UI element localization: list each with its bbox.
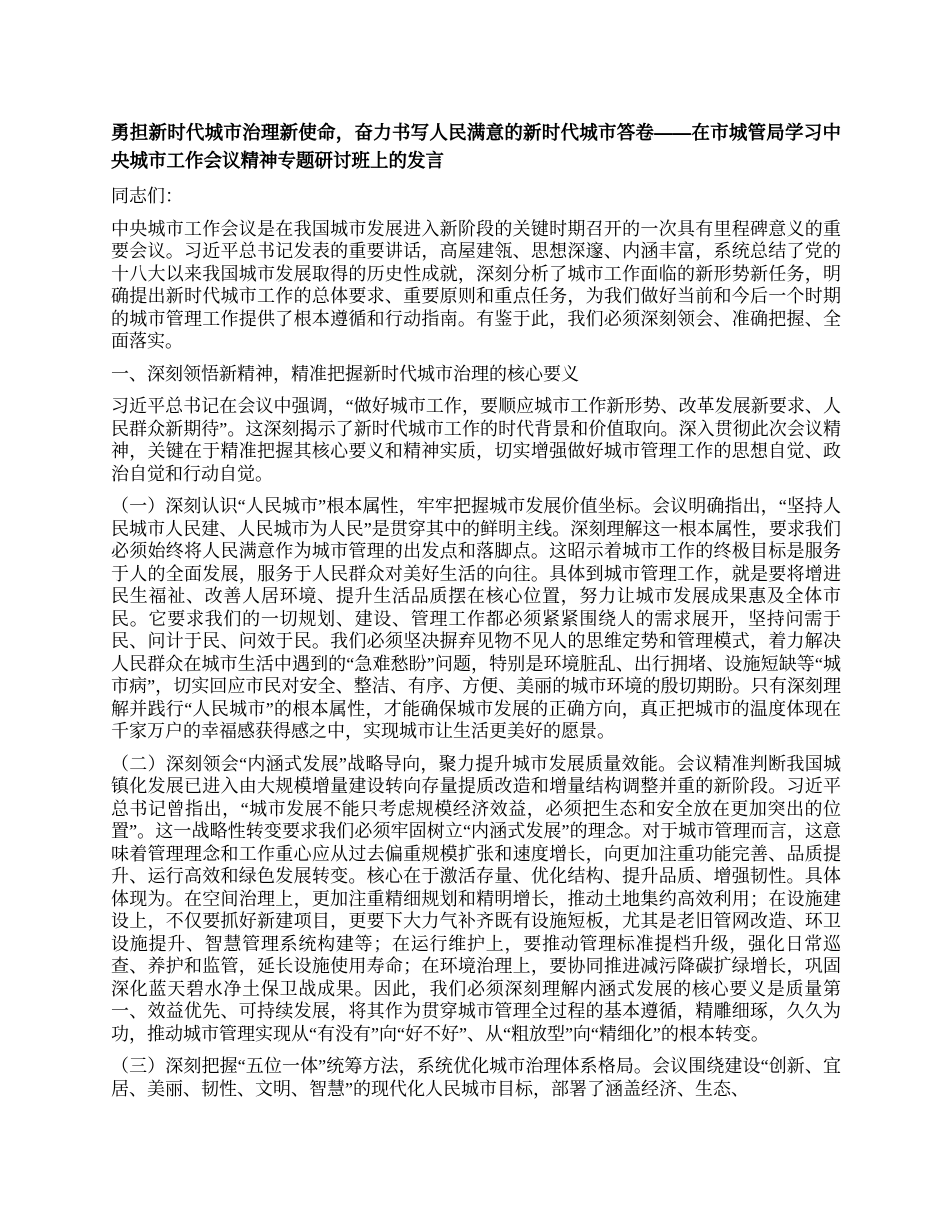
body-paragraph: （三）深刻把握“五位一体”统筹方法，系统优化城市治理体系格局。会议围绕建设“创新、宜居、美丽、韧性、文明、智慧”的现代化人民城市目标，部署了涵盖经济、生态、 bbox=[111, 1056, 841, 1099]
body-paragraph: 习近平总书记在会议中强调，“做好城市工作，要顺应城市工作新形势、改革发展新要求、人民群众新期待”。这深刻揭示了新时代城市工作的时代背景和价值取向。深入贯彻此次会议精神，关键在于精准把握其核心要义和精神实质，切实增强做好城市管理工作的思想自觉、政治自觉和行动自觉。 bbox=[111, 396, 841, 484]
body-paragraph: （二）深刻领会“内涵式发展”战略导向，聚力提升城市发展质量效能。会议精准判断我国城镇化发展已进入由大规模增量建设转向存量提质改造和增量结构调整并重的新阶段。习近平总书记曾指出，“城市发展不能只考虑规模经济效益，必须把生态和安全放在更加突出的位置”。这一战略性转变要求我们必须牢固树立“内涵式发展”的理念。对于城市管理而言，这意味着管理理念和工作重心应从过去偏重规模扩张和速度增长，向更加注重功能完善、品质提升、运行高效和绿色发展转变。核心在于激活存量、优化结构、提升品质、增强韧性。具体体现为。在空间治理上，更加注重精细规划和精明增长，推动土地集约高效利用；在设施建设上，不仅要抓好新建项目，更要下大力气补齐既有设施短板，尤其是老旧管网改造、环卫设施提升、智慧管理系统构建等；在运行维护上，要推动管理标准提档升级，强化日常巡查、养护和监管，延长设施使用寿命；在环境治理上，要协同推进减污降碳扩绿增长，巩固深化蓝天碧水净土保卫战成果。因此，我们必须深刻理解内涵式发展的核心要义是质量第一、效益优先、可持续发展，将其作为贯穿城市管理全过程的基本遵循，精雕细琢，久久为功，推动城市管理实现从“有没有”向“好不好”、从“粗放型”向“精细化”的根本转变。 bbox=[111, 753, 841, 1044]
document-body bbox=[111, 218, 841, 1101]
body-paragraph: （一）深刻认识“人民城市”根本属性，牢牢把握城市发展价值坐标。会议明确指出，“坚持人民城市人民建、人民城市为人民”是贯穿其中的鲜明主线。深刻理解这一根本属性，要求我们必须始终将人民满意作为城市管理的出发点和落脚点。这昭示着城市工作的终极目标是服务于人的全面发展，服务于人民群众对美好生活的向往。具体到城市管理工作，就是要将增进民生福祉、改善人居环境、提升生活品质摆在核心位置，努力让城市发展成果惠及全体市民。它要求我们的一切规划、建设、管理工作都必须紧紧围绕人的需求展开，坚持问需于民、问计于民、问效于民。我们必须坚决摒弃见物不见人的思维定势和管理模式，着力解决人民群众在城市生活中遇到的“急难愁盼”问题，特别是环境脏乱、出行拥堵、设施短缺等“城市病”，切实回应市民对安全、整洁、有序、方便、美丽的城市环境的殷切期盼。只有深刻理解并践行“人民城市”的根本属性，才能确保城市发展的正确方向，真正把城市的温度体现在千家万户的幸福感获得感之中，实现城市让生活更美好的愿景。 bbox=[111, 496, 841, 741]
section-heading: 一、深刻领悟新精神，精准把握新时代城市治理的核心要义 bbox=[111, 363, 579, 384]
document-title: 勇担新时代城市治理新使命，奋力书写人民满意的新时代城市答卷——在市城管局学习中央城市工作会议精神专题研讨班上的发言 bbox=[111, 122, 841, 171]
salutation: 同志们： bbox=[111, 186, 183, 206]
body-paragraph: 中央城市工作会议是在我国城市发展进入新阶段的关键时期召开的一次具有里程碑意义的重要会议。习近平总书记发表的重要讲话，高屋建瓴、思想深邃、内涵丰富，系统总结了党的十八大以来我国城市发展取得的历史性成就，深刻分析了城市工作面临的新形势新任务，明确提出新时代城市工作的总体要求、重要原则和重点任务，为我们做好当前和今后一个时期的城市管理工作提供了根本遵循和行动指南。有鉴于此，我们必须深刻领会、准确把握、全面落实。 bbox=[111, 218, 841, 351]
